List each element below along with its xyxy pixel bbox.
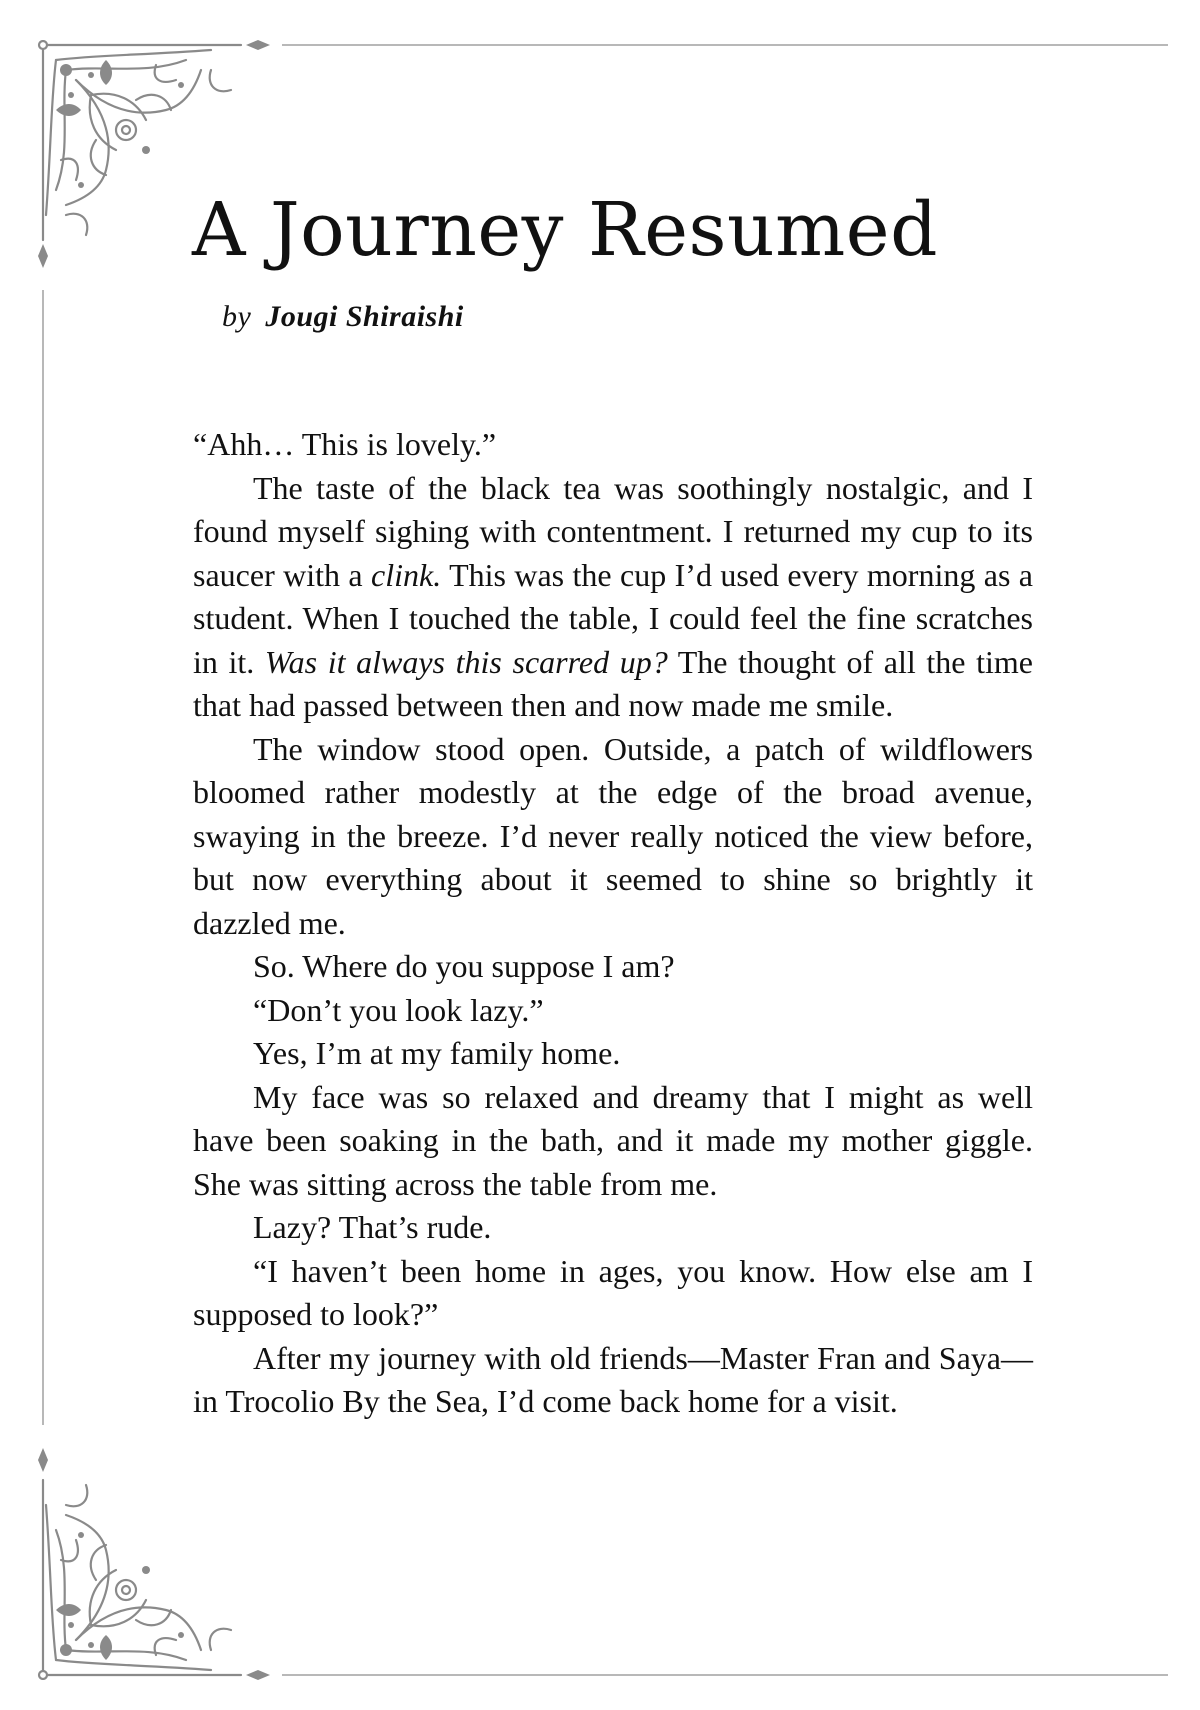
paragraph-text: The thought of all the time that had passed between then and now made me smile. [193, 643, 1034, 723]
paragraph: “Ahh… This is lovely.” [193, 426, 497, 462]
emphasis-text: Was it always this scarred up? [264, 643, 668, 680]
paragraph-text: This was the cup I’d used every morning as a student. When I touched the table, I could feel the fine scratches in it. [193, 556, 1034, 680]
paragraph: The window stood open. Outside, a patch of wildflowers bloomed rather modestly at the edge of the broad avenue, swaying in the breeze. I’d never really noticed the view before, but now everything about it seemed to shine so brightly it dazzled me. [193, 730, 1033, 941]
page-title: A Journey Resumed [192, 187, 938, 273]
paragraph: After my journey with old friends—Master Fran and Saya—in Trocolio By the Sea, I’d come back home for a visit. [193, 1339, 1033, 1419]
story-body [193, 423, 1033, 1424]
paragraph: “Don’t you look lazy.” [253, 991, 544, 1028]
paragraph: Lazy? That’s rude. [253, 1209, 492, 1245]
paragraph: “I haven’t been home in ages, you know. How else am I supposed to look?” [193, 1252, 1033, 1332]
byline [222, 300, 822, 334]
paragraph: Yes, I’m at my family home. [253, 1035, 621, 1071]
paragraph: So. Where do you suppose I am? [253, 948, 675, 984]
paragraph [193, 467, 1033, 728]
corner-ornament-bottom-icon [36, 1440, 276, 1680]
author-name: Jougi Shiraishi [265, 300, 464, 333]
emphasis-text: clink. [371, 556, 442, 593]
paragraph: My face was so relaxed and dreamy that I might as well have been soaking in the bath, and it made my mother giggle. She was sitting across the table from me. [193, 1078, 1033, 1202]
byline-prefix: by [222, 300, 252, 333]
paragraph-text: The taste of the black tea was soothingly nostalgic, and I found myself sighing with contentment. I returned my cup to its saucer with a [193, 469, 1033, 593]
